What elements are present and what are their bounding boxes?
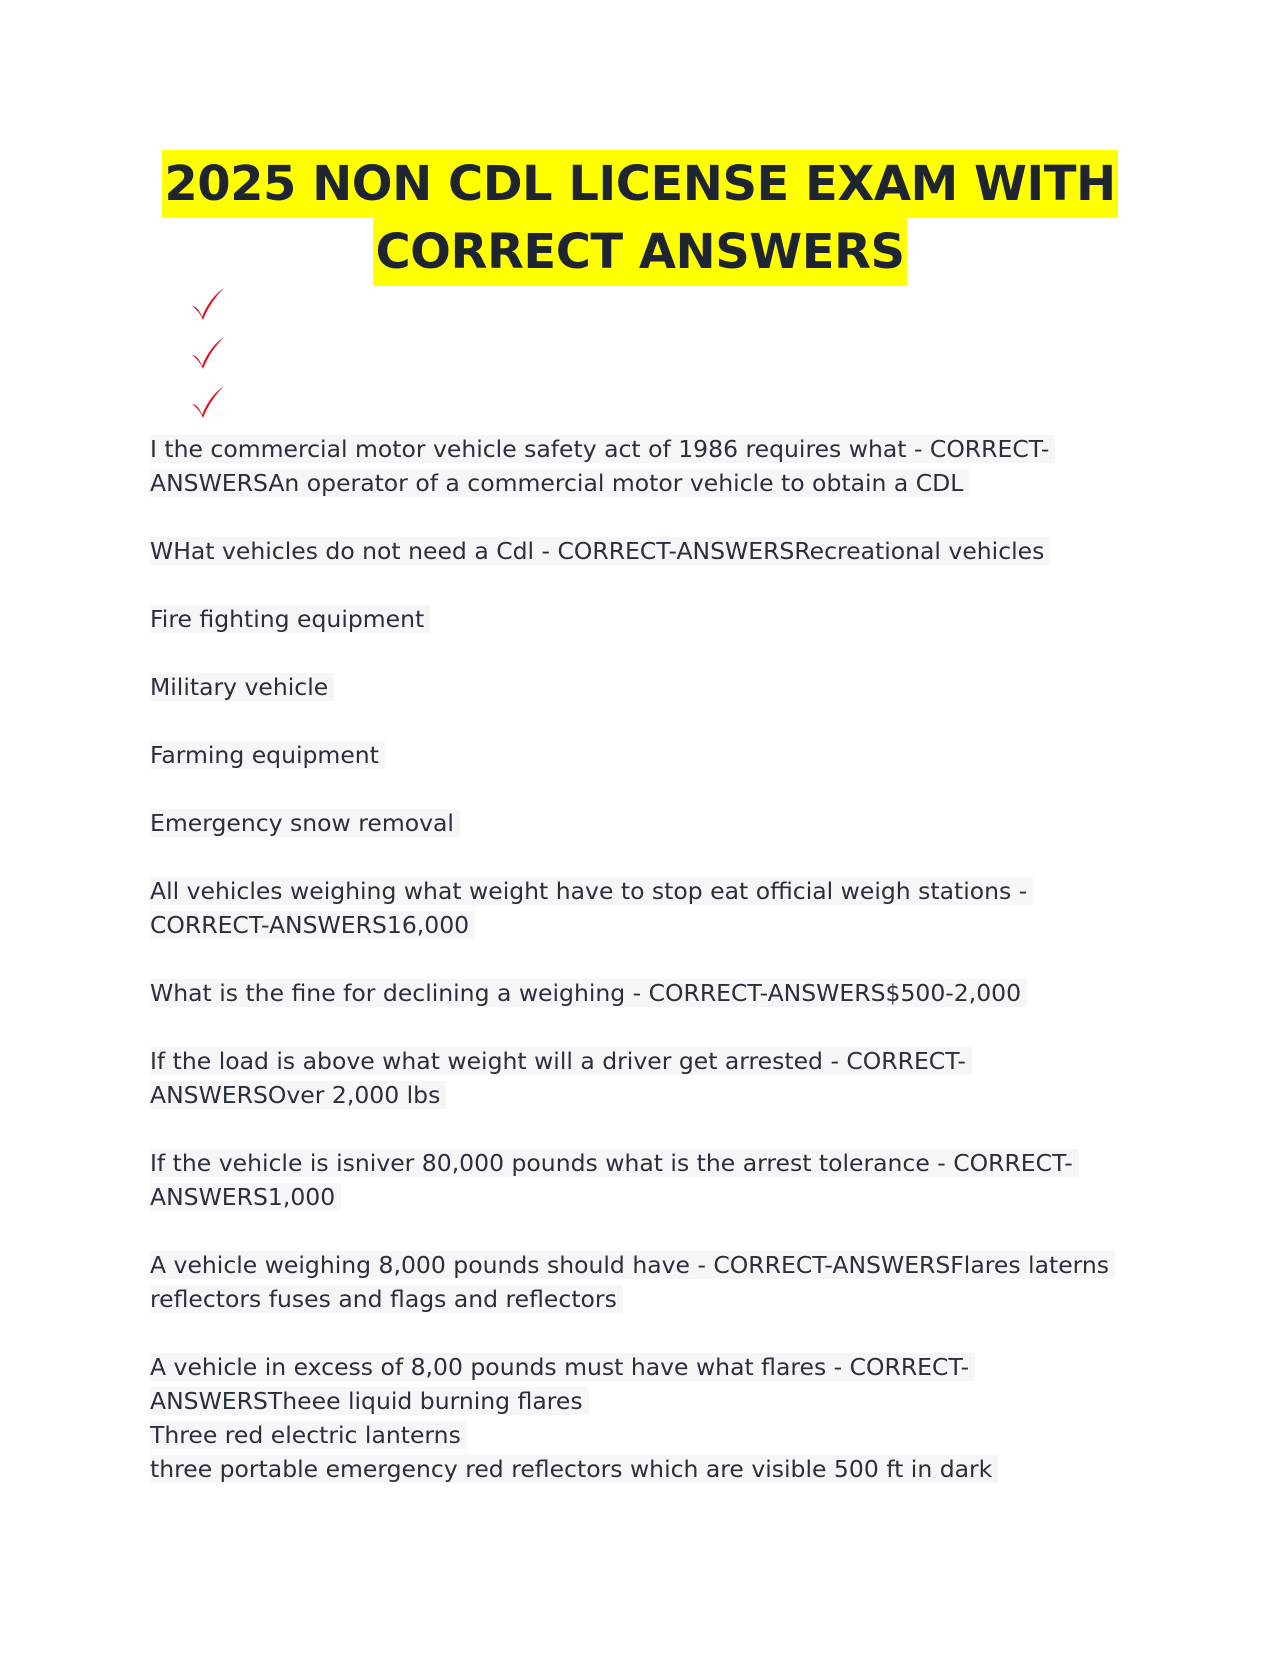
checkmark-list bbox=[188, 284, 228, 431]
title-line-2: CORRECT ANSWERS bbox=[373, 218, 906, 286]
title-line-1: 2025 NON CDL LICENSE EXAM WITH bbox=[162, 150, 1117, 218]
qa-line: Three red electric lanterns bbox=[150, 1421, 467, 1449]
qa-item: If the load is above what weight will a driver get arrested - CORRECT-ANSWERSOver 2,000 lbs bbox=[150, 1044, 1130, 1112]
qa-item: A vehicle weighing 8,000 pounds should have - CORRECT-ANSWERSFlares laterns reflectors fuses and flags and reflectors bbox=[150, 1248, 1130, 1316]
qa-item: Farming equipment bbox=[150, 738, 1130, 772]
qa-item: WHat vehicles do not need a Cdl - CORRECT-ANSWERSRecreational vehicles bbox=[150, 534, 1130, 568]
qa-item: What is the fine for declining a weighing - CORRECT-ANSWERS$500-2,000 bbox=[150, 976, 1130, 1010]
qa-item: If the vehicle is isniver 80,000 pounds what is the arrest tolerance - CORRECT-ANSWERS1,000 bbox=[150, 1146, 1130, 1214]
qa-item: All vehicles weighing what weight have to stop eat official weigh stations - CORRECT-ANSWERS16,000 bbox=[150, 874, 1130, 942]
qa-item-last bbox=[150, 1350, 1130, 1486]
red-checkmark-icon bbox=[188, 333, 228, 373]
qa-content bbox=[150, 432, 1130, 1520]
qa-item: Fire fighting equipment bbox=[150, 602, 1130, 636]
red-checkmark-icon bbox=[188, 382, 228, 422]
qa-item: Emergency snow removal bbox=[150, 806, 1130, 840]
qa-line: three portable emergency red reflectors which are visible 500 ft in dark bbox=[150, 1455, 998, 1483]
qa-item: I the commercial motor vehicle safety act of 1986 requires what - CORRECT-ANSWERSAn operator of a commercial motor vehicle to obtain a CDL bbox=[150, 432, 1130, 500]
qa-line: A vehicle in excess of 8,00 pounds must have what flares - CORRECT-ANSWERSTheee liquid burning flares bbox=[150, 1353, 975, 1415]
page-title bbox=[150, 150, 1130, 286]
qa-item: Military vehicle bbox=[150, 670, 1130, 704]
red-checkmark-icon bbox=[188, 284, 228, 324]
